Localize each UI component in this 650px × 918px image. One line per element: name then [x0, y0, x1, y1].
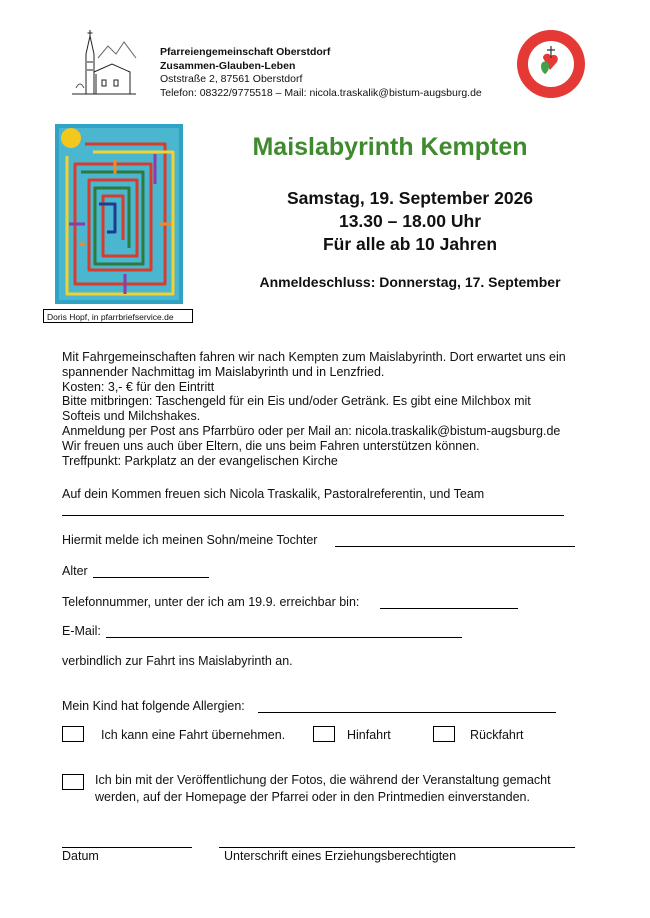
closing-text: Auf dein Kommen freuen sich Nicola Traskalik, Pastoralreferentin, und Team	[62, 487, 485, 501]
date-label: Datum	[62, 849, 99, 863]
registration-deadline: Anmeldeschluss: Donnerstag, 17. September	[259, 274, 561, 290]
body-line: Treffpunkt: Parkplatz an der evangelischen Kirche	[62, 453, 338, 468]
body-line: Mit Fahrgemeinschaften fahren wir nach Kempten zum Maislabyrinth. Dort erwartet uns ein	[62, 350, 566, 364]
return-label: Rückfahrt	[470, 728, 524, 742]
church-sketch-logo	[68, 28, 140, 100]
body-line: Wir freuen uns auch über Eltern, die uns beim Fahren unterstützen können.	[62, 438, 480, 453]
body-line: Kosten: 3,- € für den Eintritt	[62, 379, 215, 394]
allergy-label: Mein Kind hat folgende Allergien:	[62, 699, 245, 713]
age-field[interactable]	[93, 577, 209, 578]
email-label: E-Mail:	[62, 624, 101, 638]
body-line: Bitte mitbringen: Taschengeld für ein Eis und/oder Getränk. Es gibt eine Milchbox mit	[62, 394, 531, 409]
photo-consent-checkbox[interactable]	[62, 774, 84, 790]
child-label: Hiermit melde ich meinen Sohn/meine Tochter	[62, 533, 318, 547]
allergy-field[interactable]	[258, 712, 556, 713]
event-date: Samstag, 19. September 2026	[286, 188, 534, 208]
email-field[interactable]	[106, 637, 462, 638]
image-caption: Doris Hopf, in pfarrbriefservice.de	[43, 309, 193, 323]
phone-label: Telefonnummer, unter der ich am 19.9. erreichbar bin:	[62, 595, 360, 609]
parish-seal-logo	[515, 28, 587, 100]
outbound-label: Hinfahrt	[347, 728, 391, 742]
event-time: 13.30 – 18.00 Uhr	[338, 211, 482, 231]
return-checkbox[interactable]	[433, 726, 455, 742]
signature-label: Unterschrift eines Erziehungsberechtigten	[224, 849, 457, 863]
body-line: Softeis und Milchshakes.	[62, 409, 201, 424]
body-line: spannender Nachmittag im Maislabyrinth und in Lenzfried.	[62, 364, 385, 379]
org-motto: Zusammen-Glauben-Leben	[160, 59, 296, 72]
age-label: Alter	[62, 564, 88, 578]
event-description	[62, 350, 602, 468]
child-name-field[interactable]	[335, 546, 575, 547]
org-address: Oststraße 2, 87561 Oberstdorf	[160, 73, 303, 85]
outbound-checkbox[interactable]	[313, 726, 335, 742]
separator-line	[62, 515, 564, 516]
photo-consent-line-2: werden, auf der Homepage der Pfarrei oder in den Printmedien einverstanden.	[95, 790, 530, 804]
header-block	[160, 46, 482, 100]
drive-option-label: Ich kann eine Fahrt übernehmen.	[101, 728, 286, 742]
event-audience: Für alle ab 10 Jahren	[322, 234, 498, 254]
signature-field[interactable]	[219, 847, 575, 848]
org-name: Pfarreiengemeinschaft Oberstdorf	[160, 46, 331, 58]
date-field[interactable]	[62, 847, 192, 848]
org-contact: Telefon: 08322/9775518 – Mail: nicola.traskalik@bistum-augsburg.de	[160, 86, 482, 99]
commit-text: verbindlich zur Fahrt ins Maislabyrinth an.	[62, 654, 293, 668]
photo-consent-line-1: Ich bin mit der Veröffentlichung der Fotos, die während der Veranstaltung gemacht	[95, 773, 551, 787]
event-title: Maislabyrinth Kempten	[252, 133, 528, 161]
body-line: Anmeldung per Post ans Pfarrbüro oder per Mail an: nicola.traskalik@bistum-augsburg.de	[62, 423, 561, 438]
phone-field[interactable]	[380, 608, 518, 609]
drive-checkbox[interactable]	[62, 726, 84, 742]
